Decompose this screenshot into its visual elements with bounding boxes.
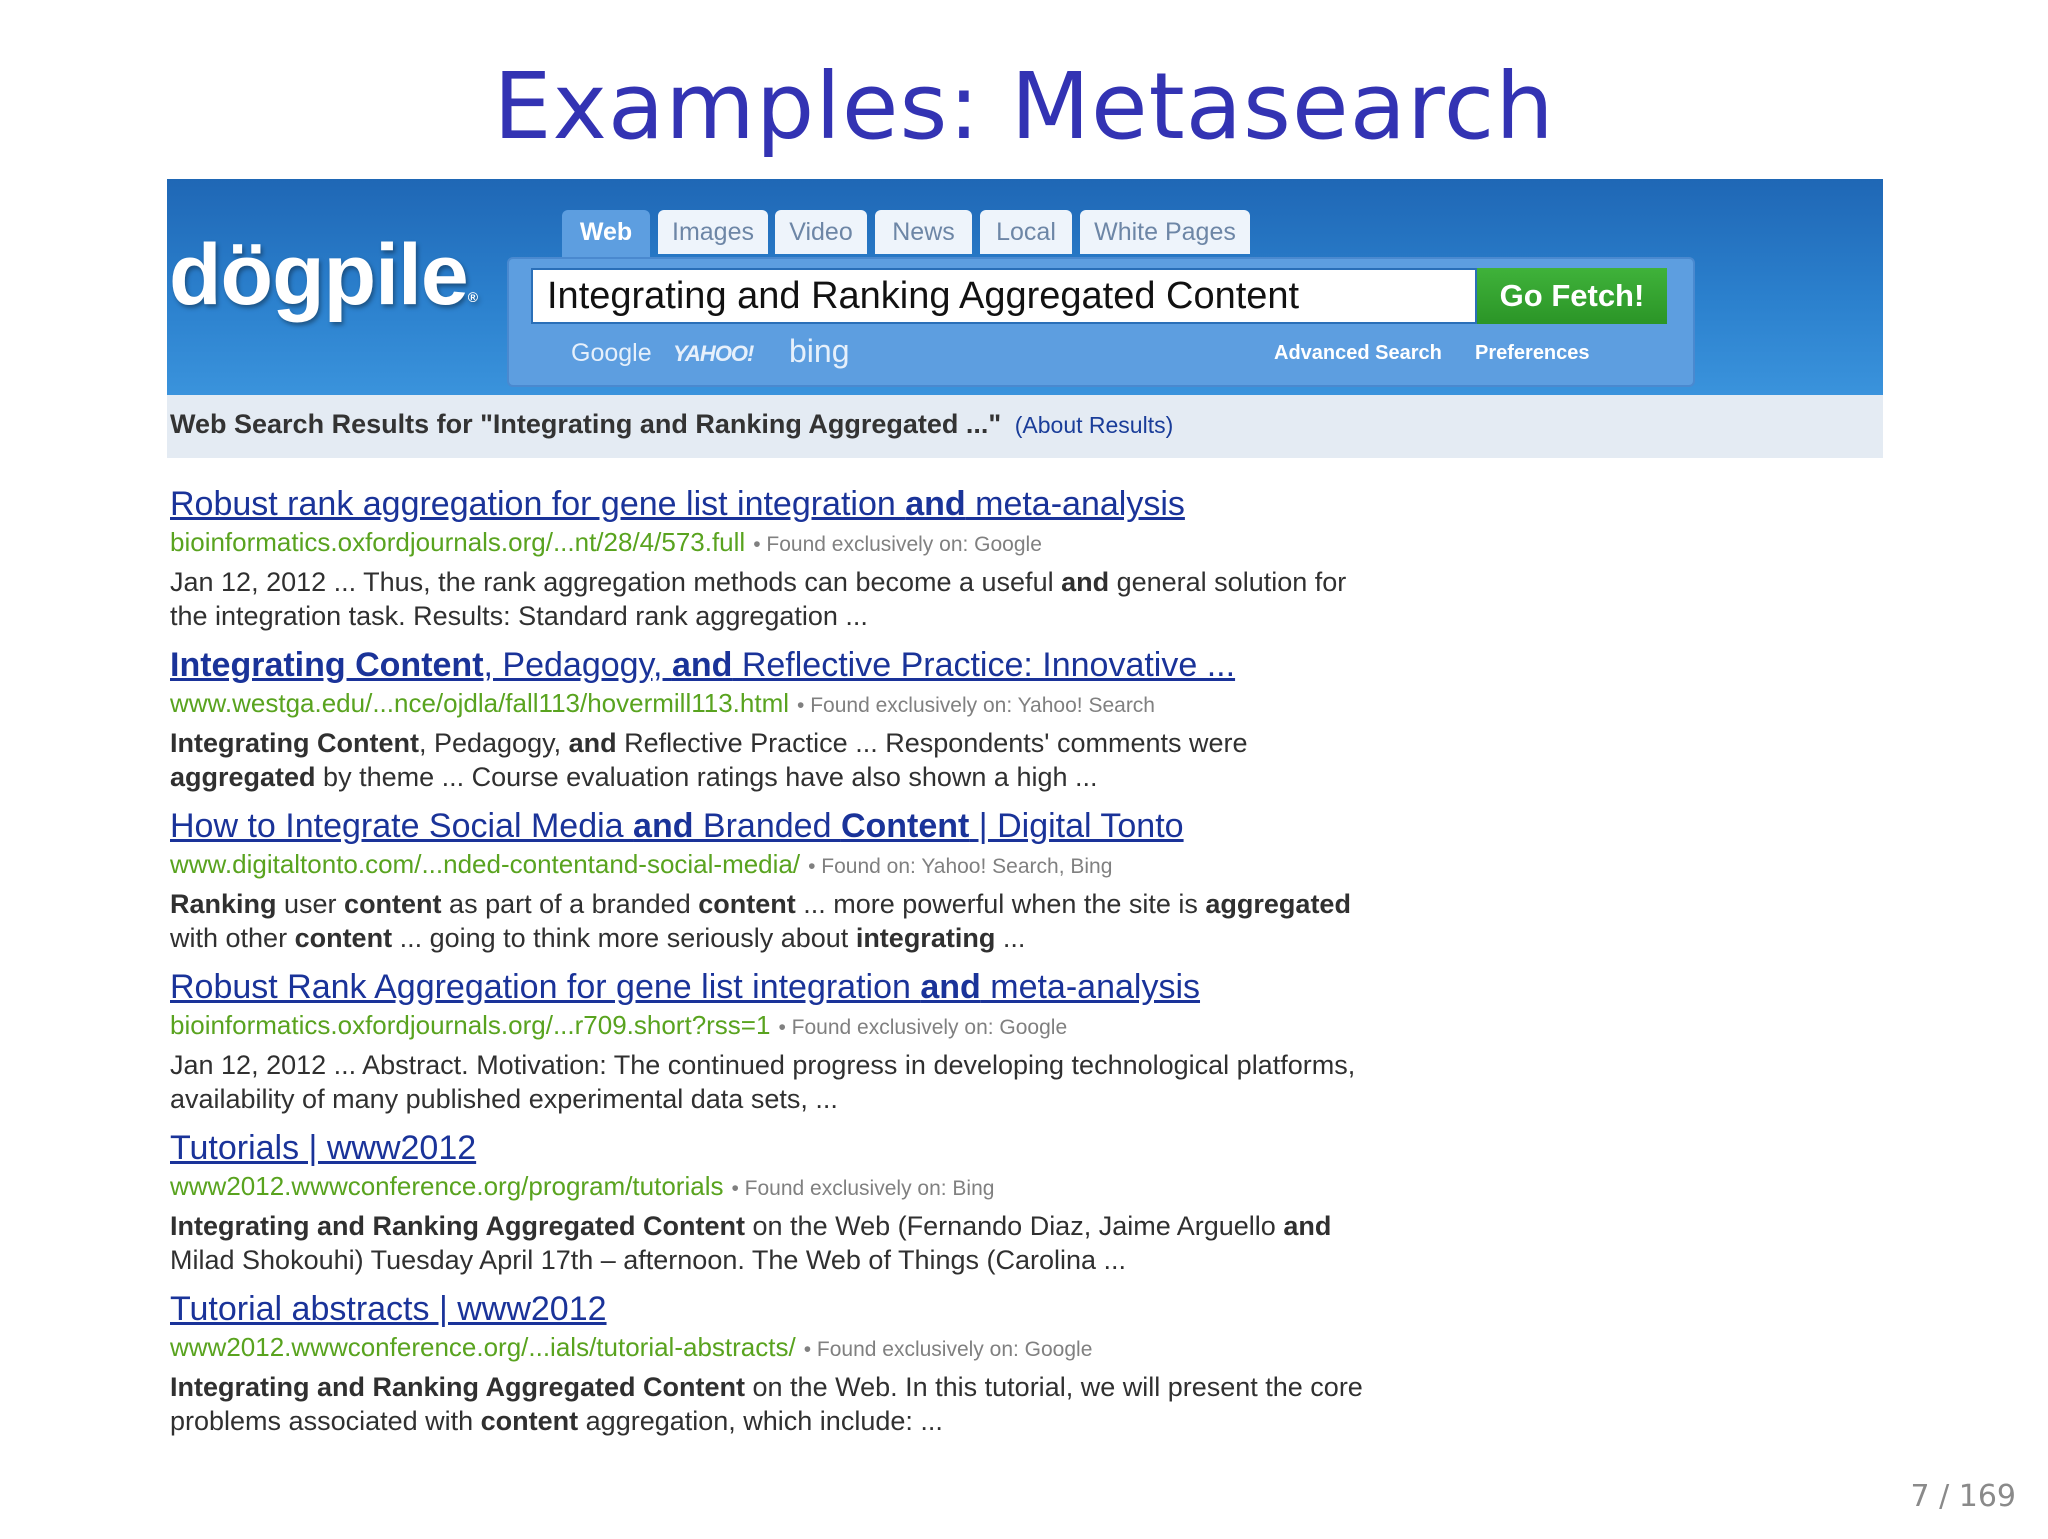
tab-web[interactable]: Web (562, 210, 650, 260)
result-snippet-bold-text: content (344, 889, 442, 919)
result-snippet-bold-text: Integrating Content (170, 728, 419, 758)
result-snippet (170, 1243, 1630, 1277)
result-snippet-bold-text: and (568, 728, 617, 758)
result-snippet-text: ... going to think more seriously about (392, 923, 856, 953)
result-title-text: How to Integrate Social Media (170, 807, 634, 845)
result-source: • Found on: Yahoo! Search, Bing (808, 855, 1113, 878)
search-result (170, 967, 1630, 1128)
result-title-text: meta-analysis (980, 968, 1201, 1006)
result-title-bold-text: Integrating Content (170, 646, 484, 684)
site-header (167, 179, 1883, 395)
result-source: • Found exclusively on: Bing (731, 1177, 995, 1200)
result-snippet (170, 1082, 1630, 1116)
result-url[interactable]: www.digitaltonto.com/...nded-contentand-social-media/ (170, 849, 801, 879)
slide-title: Examples: Metasearch (493, 53, 1555, 160)
result-url-line (170, 846, 1630, 887)
result-title-text: Tutorials | www2012 (170, 1129, 477, 1167)
result-title-bold-text: and (633, 807, 694, 845)
result-title-link[interactable] (170, 1128, 1630, 1168)
result-url[interactable]: www2012.wwwconference.org/program/tutorials (170, 1171, 724, 1201)
result-snippet (170, 1209, 1630, 1243)
tab-white-pages[interactable]: White Pages (1080, 210, 1250, 254)
bing-logo: bing (789, 333, 850, 369)
search-result (170, 806, 1630, 967)
tab-video[interactable]: Video (775, 210, 867, 254)
result-snippet-text: ... more powerful when the site is (795, 889, 1206, 919)
result-title-text: | Digital Tonto (969, 807, 1184, 845)
result-url-line (170, 1168, 1630, 1209)
results-heading (170, 409, 1173, 440)
result-title-text: , Pedagogy, (483, 646, 672, 684)
result-title-text: Robust Rank Aggregation for gene list integration (170, 968, 921, 1006)
result-title-text: Branded (693, 807, 841, 845)
result-title-bold-text: and (905, 485, 966, 523)
result-title-bold-text: and (671, 646, 733, 684)
search-panel (507, 257, 1695, 387)
result-snippet-text: ... (995, 923, 1026, 953)
result-title-link[interactable] (170, 806, 1630, 846)
result-snippet-text: as part of a branded (441, 889, 699, 919)
result-url-line (170, 685, 1630, 726)
result-snippet-bold-text: aggregated (1205, 889, 1351, 919)
result-snippet (170, 599, 1630, 633)
search-result (170, 1128, 1630, 1289)
result-title-link[interactable] (170, 1289, 1630, 1329)
result-snippet (170, 760, 1630, 794)
result-snippet-text: user (276, 889, 345, 919)
result-snippet-bold-text: content (480, 1406, 579, 1436)
result-title-text: Tutorial abstracts | www2012 (170, 1290, 607, 1328)
search-input[interactable]: Integrating and Ranking Aggregated Content (531, 268, 1477, 324)
result-source: • Found exclusively on: Google (778, 1016, 1068, 1039)
result-title-text: Reflective Practice: Innovative ... (732, 646, 1236, 684)
google-logo: Google (571, 339, 652, 367)
result-title-link[interactable] (170, 484, 1630, 524)
logo-text: dögpile (169, 227, 468, 323)
result-title-text: meta-analysis (965, 485, 1185, 523)
tab-news[interactable]: News (875, 210, 972, 254)
result-title-bold-text: and (920, 968, 981, 1006)
result-source: • Found exclusively on: Google (803, 1338, 1093, 1361)
result-url[interactable]: www2012.wwwconference.org/...ials/tutorial-abstracts/ (170, 1332, 796, 1362)
result-snippet-text: general solution for (1109, 567, 1347, 597)
result-snippet-text: on the Web. In this tutorial, we will present the core (745, 1372, 1363, 1402)
about-results-link[interactable]: (About Results) (1014, 412, 1174, 438)
result-snippet-text: Jan 12, 2012 ... Thus, the rank aggregation methods can become a useful (170, 567, 1062, 597)
result-snippet-text: with other (170, 923, 295, 953)
result-snippet-text: by theme ... Course evaluation ratings have also shown a high ... (315, 762, 1098, 792)
results-list (170, 484, 1630, 1450)
result-snippet (170, 1048, 1630, 1082)
result-snippet-text: problems associated with (170, 1406, 481, 1436)
result-url[interactable]: www.westga.edu/...nce/ojdla/fall113/hovermill113.html (170, 688, 790, 718)
results-heading-text: Web Search Results for "Integrating and Ranking Aggregated ..." (170, 409, 1002, 439)
result-url[interactable]: bioinformatics.oxfordjournals.org/...nt/28/4/573.full (170, 527, 746, 557)
result-snippet-text: Jan 12, 2012 ... Abstract. Motivation: The continued progress in developing technological platforms, (170, 1050, 1356, 1080)
result-snippet (170, 1370, 1630, 1404)
result-snippet-bold-text: and (1061, 567, 1110, 597)
result-snippet-bold-text: content (294, 923, 393, 953)
result-snippet-text: on the Web (Fernando Diaz, Jaime Arguello (745, 1211, 1284, 1241)
result-url-line (170, 1329, 1630, 1370)
yahoo-logo: YAHOO! (673, 341, 754, 366)
result-snippet-text: Milad Shokouhi) Tuesday April 17th – afternoon. The Web of Things (Carolina ... (170, 1245, 1127, 1275)
result-snippet-bold-text: Ranking (170, 889, 277, 919)
result-snippet-bold-text: integrating (855, 923, 996, 953)
result-snippet (170, 726, 1630, 760)
result-snippet-bold-text: Integrating and Ranking Aggregated Content (170, 1372, 746, 1402)
preferences-link[interactable]: Preferences (1475, 342, 1590, 364)
result-snippet-bold-text: and (1283, 1211, 1332, 1241)
result-title-link[interactable] (170, 967, 1630, 1007)
result-url[interactable]: bioinformatics.oxfordjournals.org/...r709.short?rss=1 (170, 1010, 771, 1040)
result-source: • Found exclusively on: Google (753, 533, 1042, 556)
result-snippet-bold-text: Integrating and Ranking Aggregated Content (170, 1211, 746, 1241)
result-title-text: Robust rank aggregation for gene list integration (170, 485, 906, 523)
search-result (170, 645, 1630, 806)
search-result (170, 1289, 1630, 1450)
result-url-line (170, 524, 1630, 565)
advanced-search-link[interactable]: Advanced Search (1274, 342, 1442, 364)
result-snippet (170, 887, 1630, 921)
tab-local[interactable]: Local (980, 210, 1072, 254)
search-result (170, 484, 1630, 645)
result-url-line (170, 1007, 1630, 1048)
result-snippet (170, 921, 1630, 955)
result-snippet (170, 1404, 1630, 1438)
dogpile-logo[interactable] (169, 227, 477, 323)
result-title-bold-text: Content (840, 807, 970, 845)
page-number: 7 / 169 (1910, 1479, 2016, 1514)
result-snippet-bold-text: content (698, 889, 796, 919)
result-snippet (170, 565, 1630, 599)
result-snippet-text: , Pedagogy, (418, 728, 569, 758)
results-bar (167, 395, 1883, 458)
tab-images[interactable]: Images (658, 210, 768, 254)
registered-mark: ® (467, 289, 478, 305)
go-fetch-button[interactable]: Go Fetch! (1477, 268, 1667, 324)
result-snippet-text: availability of many published experimental data sets, ... (170, 1084, 838, 1114)
result-snippet-text: the integration task. Results: Standard rank aggregation ... (170, 601, 868, 631)
result-source: • Found exclusively on: Yahoo! Search (797, 694, 1155, 717)
result-snippet-text: aggregation, which include: ... (578, 1406, 943, 1436)
result-snippet-bold-text: aggregated (170, 762, 316, 792)
result-snippet-text: Reflective Practice ... Respondents' comments were (616, 728, 1248, 758)
browser-screenshot (167, 179, 1883, 1539)
result-title-link[interactable] (170, 645, 1630, 685)
